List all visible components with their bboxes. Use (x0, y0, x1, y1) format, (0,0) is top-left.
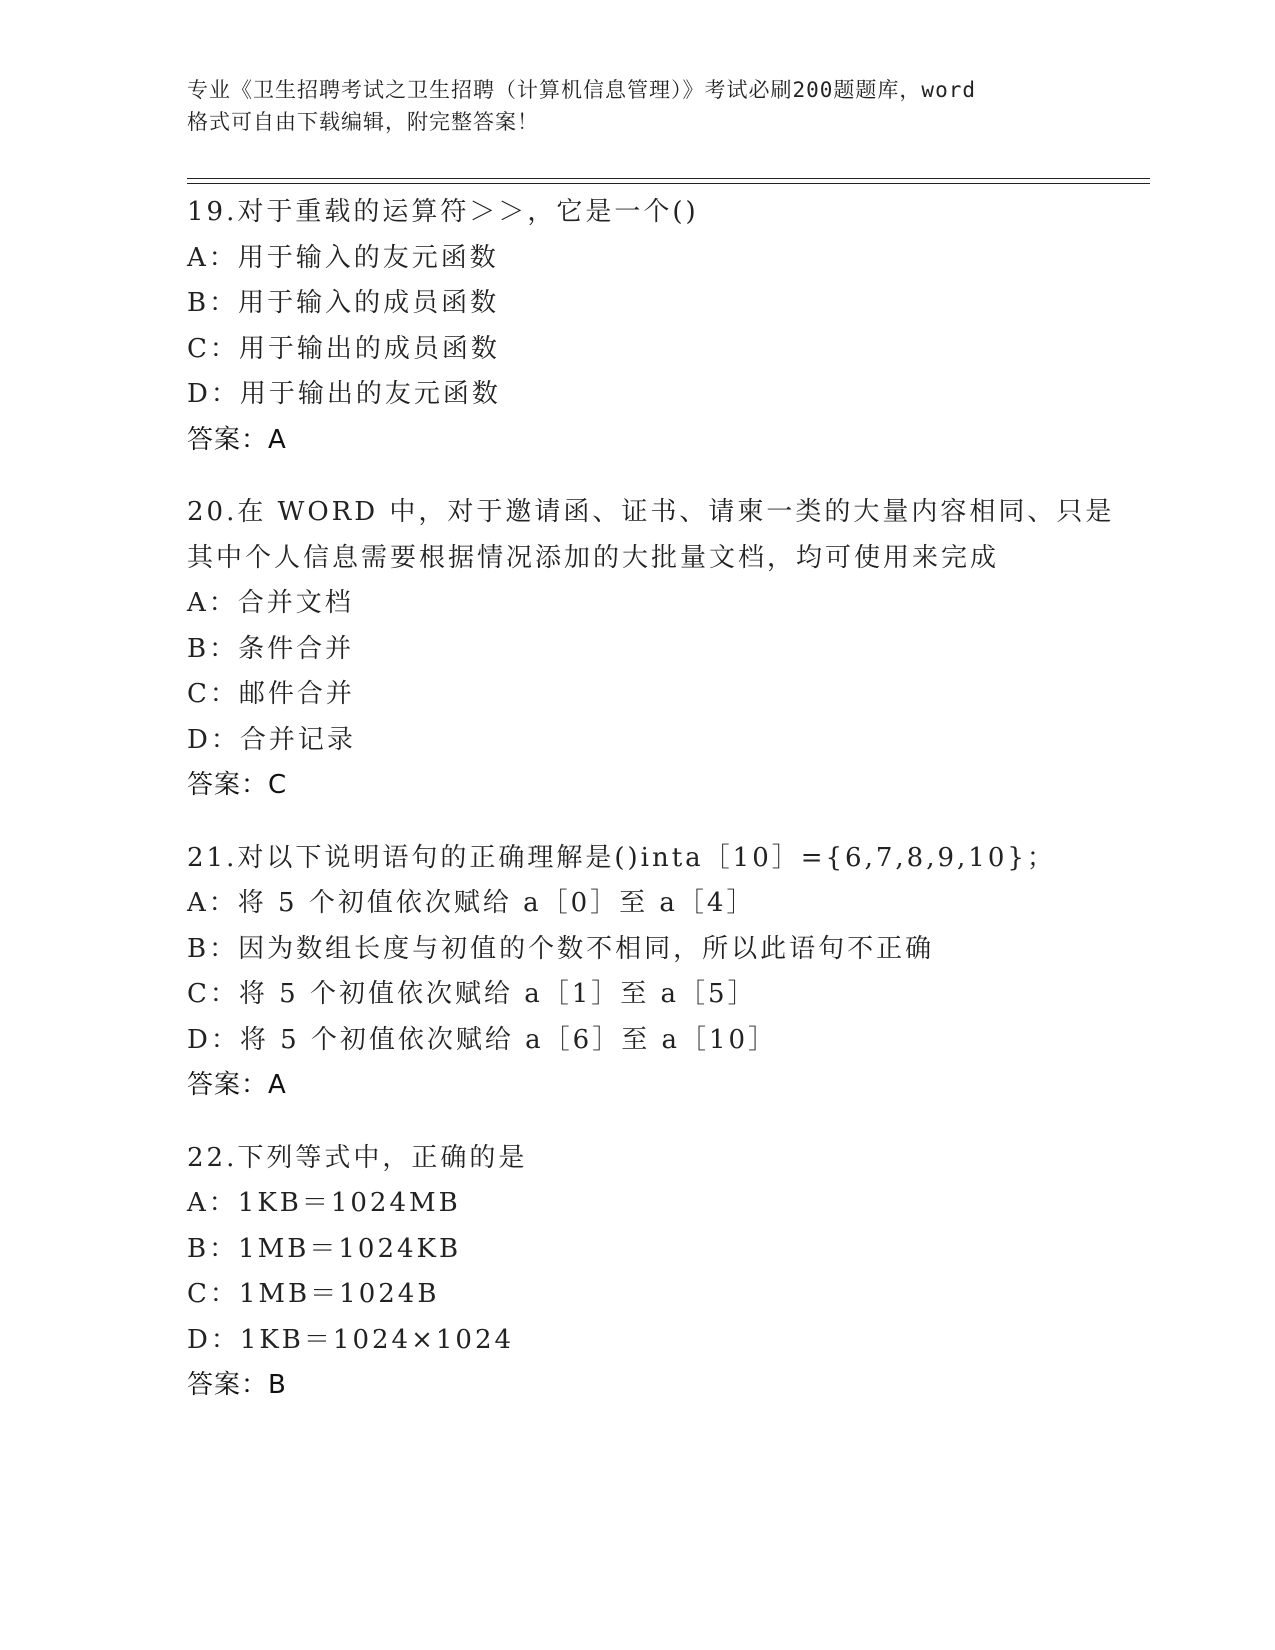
question-stem: 19.对于重载的运算符＞＞，它是一个() (187, 197, 699, 227)
question-stem: 22.下列等式中，正确的是 (187, 1142, 528, 1173)
option-d: D：将 5 个初值依次赋给 a［6］至 a［10］ (187, 1024, 778, 1055)
option-a: A：将 5 个初值依次赋给 a［0］至 a［4］ (187, 888, 756, 918)
option-b: B：用于输入的成员函数 (187, 288, 500, 318)
question-22 (187, 1136, 1137, 1409)
option-c: C：邮件合并 (187, 679, 355, 709)
option-c: C：1MB＝1024B (187, 1279, 440, 1309)
document-header (187, 74, 1087, 138)
option-b: B：因为数组长度与初值的个数不相同，所以此语句不正确 (187, 933, 935, 964)
header-line-2: 格式可自由下载编辑，附完整答案！ (187, 110, 539, 134)
question-21 (187, 836, 1137, 1109)
answer-label: 答案：A (187, 424, 287, 455)
header-divider-bottom (187, 183, 1150, 184)
option-c: C：用于输出的成员函数 (187, 333, 500, 364)
option-a: A：1KB＝1024MB (187, 1188, 461, 1218)
option-d: D：1KB＝1024×1024 (187, 1324, 515, 1355)
option-a: A：合并文档 (187, 588, 354, 618)
option-d: D：合并记录 (187, 724, 356, 755)
option-b: B：条件合并 (187, 633, 355, 664)
option-a: A：用于输入的友元函数 (187, 242, 499, 273)
answer-label: 答案：C (187, 770, 288, 800)
question-stem: 20.在 WORD 中，对于邀请函、证书、请柬一类的大量内容相同、只是 (187, 497, 1115, 527)
header-divider-top (187, 178, 1150, 179)
question-20 (187, 490, 1137, 809)
question-stem: 21.对以下说明语句的正确理解是()inta［10］={6,7,8,9,10}； (187, 842, 1056, 873)
answer-label: 答案：A (187, 1070, 287, 1100)
question-stem-continued: 其中个人信息需要根据情况添加的大批量文档，均可使用来完成 (187, 542, 1000, 573)
question-list (187, 190, 1137, 1436)
option-c: C：将 5 个初值依次赋给 a［1］至 a［5］ (187, 979, 757, 1009)
header-line-1: 专业《卫生招聘考试之卫生招聘（计算机信息管理）》考试必刷200题题库，word (187, 78, 976, 102)
answer-label: 答案：B (187, 1370, 287, 1400)
question-19 (187, 190, 1137, 463)
option-d: D：用于输出的友元函数 (187, 379, 501, 409)
option-b: B：1MB＝1024KB (187, 1233, 462, 1264)
